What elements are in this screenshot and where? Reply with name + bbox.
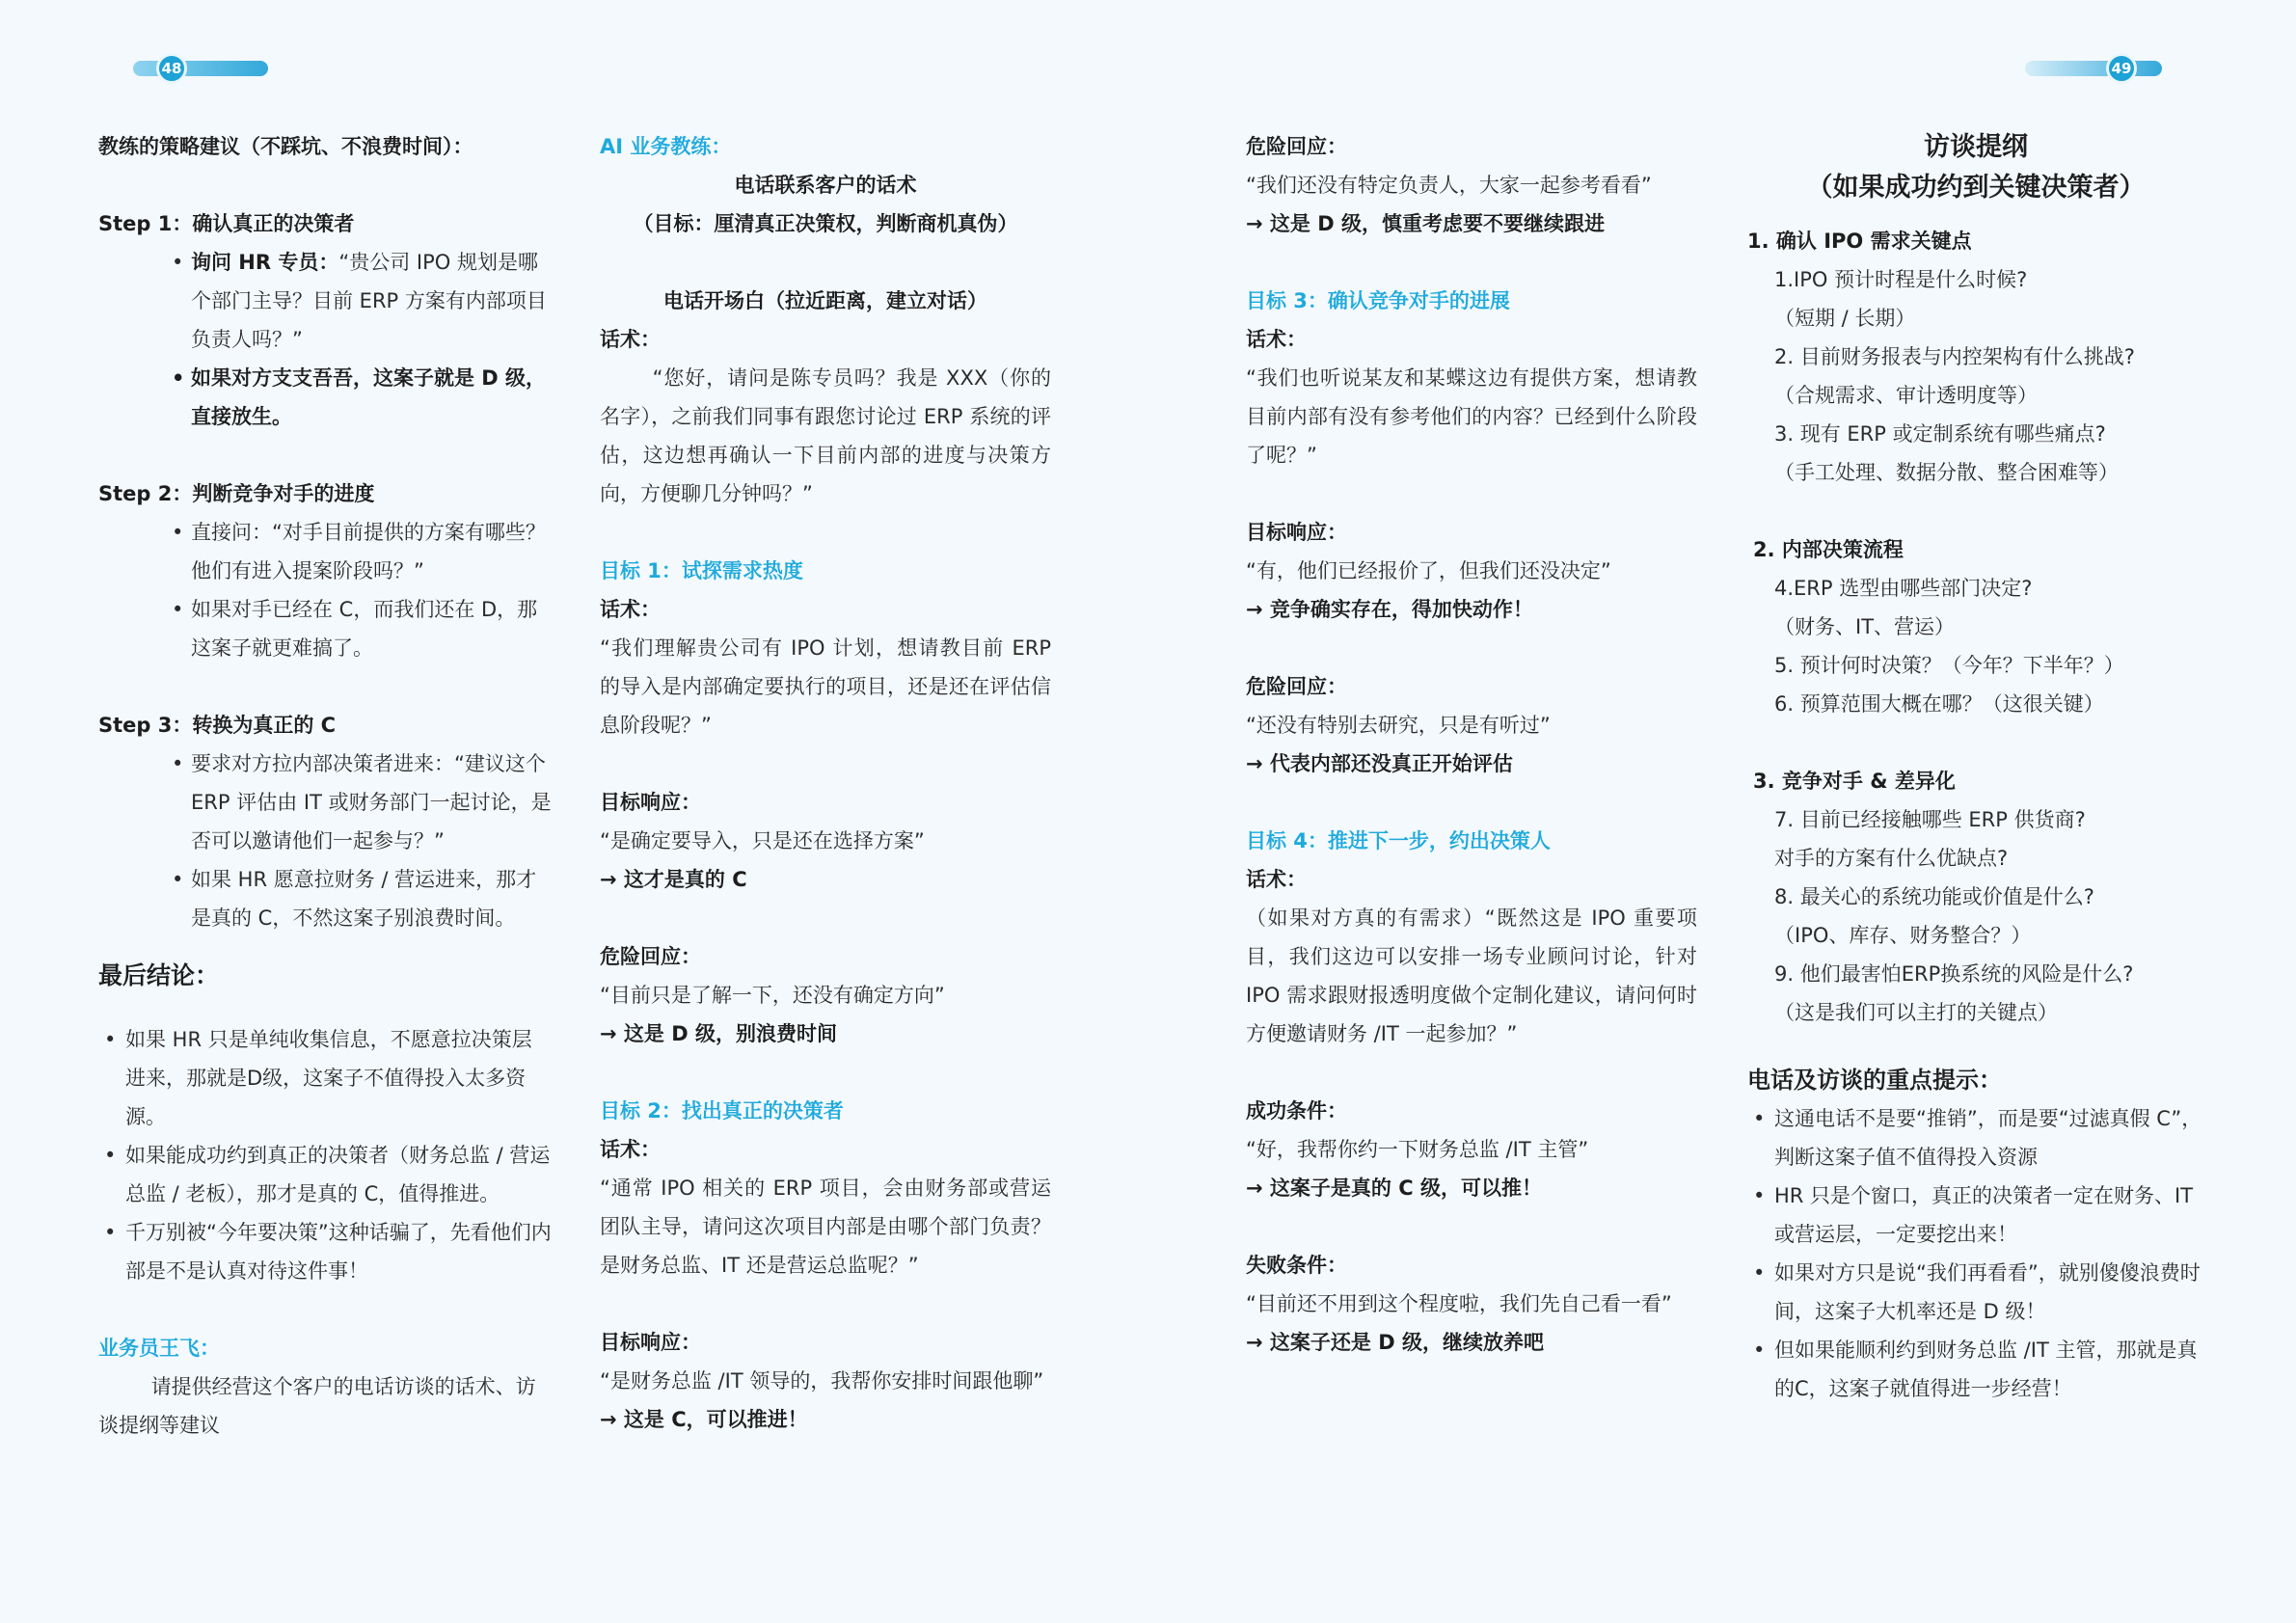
fail-text: “目前还不用到这个程度啦，我们先自己看一看” xyxy=(1246,1292,1672,1315)
outline-item: 6. 预算范围大概在哪？（这很关键） xyxy=(1774,692,2104,716)
goal3-risk: “还没有特别去研究，只是有听过” xyxy=(1246,714,1551,737)
goal3-risk-arrow: → 代表内部还没真正开始评估 xyxy=(1246,752,1513,775)
script-label: 话术： xyxy=(600,328,661,351)
step3-bullet-1: • 要求对方拉内部决策者进来：“建议这个ERP 评估由 IT 或财务部门一起讨论，是否可以邀请他们一起参与？” xyxy=(98,744,552,860)
goal1-response: “是确定要导入，只是还在选择方案” xyxy=(600,829,925,852)
column-4 xyxy=(1747,127,2204,1408)
outline-item: 4.ERP 选型由哪些部门决定? xyxy=(1774,577,2033,600)
tip-item-2: • HR 只是个窗口，真正的决策者一定在财务、IT 或营运层，一定要挖出来！ xyxy=(1747,1177,2204,1254)
column-3 xyxy=(1246,127,1697,1362)
outline-item: 对手的方案有什么优缺点? xyxy=(1774,847,2009,870)
goal2-risk-arrow: → 这是 D 级，慎重考虑要不要继续跟进 xyxy=(1246,212,1605,235)
script-label: 话术： xyxy=(1246,328,1307,351)
outline-item: （合规需求、审计透明度等） xyxy=(1774,384,2038,407)
bullet-text: “贵公司 IPO 规划是哪个部门主导？目前 ERP 方案有内部项目负责人吗？” xyxy=(191,251,547,351)
outline-item: （手工处理、数据分散、整合困难等） xyxy=(1774,461,2119,484)
response-label: 目标响应： xyxy=(600,791,701,814)
opening-text: “您好，请问是陈专员吗？我是 XXX（你的名字），之前我们同事有跟您讨论过 ERP 系统的评估，这边想再确认一下目前内部的进度与决策方向，方便聊几分钟吗？” xyxy=(600,366,1051,505)
outline-item: 3. 现有 ERP 或定制系统有哪些痛点? xyxy=(1774,422,2106,446)
script-label: 话术： xyxy=(1246,868,1307,891)
conclusion-item-2: • 如果能成功约到真正的决策者（财务总监 / 营运总监 / 老板），那才是真的 C，值得推进。 xyxy=(98,1136,552,1213)
outline-item: 7. 目前已经接触哪些 ERP 供货商? xyxy=(1774,808,2086,831)
conclusion-item-3: • 千万别被“今年要决策”这种话骗了，先看他们内部是不是认真对待这件事！ xyxy=(98,1213,552,1290)
goal1-text: “我们理解贵公司有 IPO 计划，想请教目前 ERP 的导入是内部确定要执行的项目，还是还在评估信息阶段呢？” xyxy=(600,636,1051,737)
opening-title: 电话开场白（拉近距离，建立对话） xyxy=(663,289,987,312)
goal2-title: 目标 2：找出真正的决策者 xyxy=(600,1099,844,1123)
goal1-risk-arrow: → 这是 D 级，别浪费时间 xyxy=(600,1022,837,1045)
page-number: 49 xyxy=(2106,53,2137,84)
page-number: 48 xyxy=(156,53,187,84)
goal1-risk: “目前只是了解一下，还没有确定方向” xyxy=(600,984,945,1007)
step2-bullet-1: • 直接问：“对手目前提供的方案有哪些？他们有进入提案阶段吗？” xyxy=(98,513,552,590)
tip-item-3: • 如果对方只是说“我们再看看”，就别傻傻浪费时间，这案子大机率还是 D 级！ xyxy=(1747,1254,2204,1331)
outline-item: 5. 预计何时决策？（今年？下半年？） xyxy=(1774,654,2124,677)
step1-bullet-2: • 如果对方支支吾吾，这案子就是 D 级，直接放生。 xyxy=(98,359,552,436)
conclusion-title: 最后结论： xyxy=(98,961,220,989)
goal3-response: “有，他们已经报价了，但我们还没决定” xyxy=(1246,559,1611,582)
conclusion-item-1: • 如果 HR 只是单纯收集信息，不愿意拉决策层进来，那就是D级，这案子不值得投入太多资源。 xyxy=(98,1020,552,1136)
bullet-bold-label: 询问 HR 专员： xyxy=(191,251,339,274)
success-text: “好，我帮你约一下财务总监 /IT 主管” xyxy=(1246,1138,1589,1161)
outline-item: 1.IPO 预计时程是什么时候? xyxy=(1774,268,2028,291)
outline-item: 9. 他们最害怕ERP换系统的风险是什么? xyxy=(1774,962,2134,986)
phone-script-subtitle: （目标：厘清真正决策权，判断商机真伪） xyxy=(633,212,1018,235)
response-label: 目标响应： xyxy=(1246,521,1347,544)
success-label: 成功条件： xyxy=(1246,1099,1347,1123)
outline-item: （这是我们可以主打的关键点） xyxy=(1774,1001,2058,1024)
tip-item-1: • 这通电话不是要“推销”，而是要“过滤真假 C”，判断这案子值不值得投入资源 xyxy=(1747,1099,2204,1177)
outline-section-1-title: 1. 确认 IPO 需求关键点 xyxy=(1747,230,1972,253)
risk-label: 危险回应： xyxy=(1246,135,1347,158)
success-arrow: → 这案子是真的 C 级，可以推！ xyxy=(1246,1177,1542,1200)
column-1 xyxy=(98,127,552,1445)
outline-section-2-title: 2. 内部决策流程 xyxy=(1753,538,1904,561)
goal2-response: “是财务总监 /IT 领导的，我帮你安排时间跟他聊” xyxy=(600,1369,1044,1393)
strategy-heading: 教练的策略建议（不踩坑、不浪费时间）： xyxy=(98,135,473,158)
script-label: 话术： xyxy=(600,598,661,621)
risk-label: 危险回应： xyxy=(1246,675,1347,698)
goal2-text: “通常 IPO 相关的 ERP 项目，会由财务部或营运团队主导，请问这次项目内部是由哪个部门负责？是财务总监、IT 还是营运总监呢？” xyxy=(600,1177,1051,1277)
column-2 xyxy=(600,127,1051,1439)
step3-bullet-2: • 如果 HR 愿意拉财务 / 营运进来，那才是真的 C，不然这案子别浪费时间。 xyxy=(98,860,552,937)
outline-item: 2. 目前财务报表与内控架构有什么挑战? xyxy=(1774,345,2135,368)
step3-title: Step 3：转换为真正的 C xyxy=(98,714,337,737)
risk-label: 危险回应： xyxy=(600,945,701,968)
script-label: 话术： xyxy=(600,1138,661,1161)
goal1-response-arrow: → 这才是真的 C xyxy=(600,868,747,891)
page-tab-bar xyxy=(2025,61,2162,76)
response-label: 目标响应： xyxy=(600,1331,701,1354)
goal4-text: （如果对方真的有需求）“既然这是 IPO 重要项目，我们这边可以安排一场专业顾问讨论，针对 IPO 需求跟财报透明度做个定制化建议，请问何时方便邀请财务 /IT 一起参加？” xyxy=(1246,906,1697,1045)
fail-arrow: → 这案子还是 D 级，继续放养吧 xyxy=(1246,1331,1544,1354)
goal2-risk: “我们还没有特定负责人，大家一起参考看看” xyxy=(1246,174,1652,197)
page-tab-bar xyxy=(133,61,268,76)
phone-script-title: 电话联系客户的话术 xyxy=(734,174,917,197)
page-number-tab-left xyxy=(133,53,268,84)
step1-title: Step 1：确认真正的决策者 xyxy=(98,212,355,235)
outline-item: 8. 最关心的系统功能或价值是什么? xyxy=(1774,885,2094,908)
fail-label: 失败条件： xyxy=(1246,1254,1347,1277)
goal3-title: 目标 3：确认竞争对手的进展 xyxy=(1246,289,1510,312)
step2-title: Step 2：判断竞争对手的进度 xyxy=(98,482,375,505)
goal3-response-arrow: → 竞争确实存在，得加快动作！ xyxy=(1246,598,1533,621)
step1-bullet-1 xyxy=(98,243,552,359)
tip-item-4: • 但如果能顺利约到财务总监 /IT 主管，那就是真的C，这案子就值得进一步经营！ xyxy=(1747,1331,2204,1408)
outline-item: （短期 / 长期） xyxy=(1774,307,1916,330)
goal2-response-arrow: → 这是 C，可以推进！ xyxy=(600,1408,808,1431)
interview-outline-subtitle: （如果成功约到关键决策者） xyxy=(1806,173,2146,203)
outline-item: （IPO、库存、财务整合？） xyxy=(1774,924,2032,947)
tips-title: 电话及访谈的重点提示： xyxy=(1747,1067,2002,1094)
interview-outline-title: 访谈提纲 xyxy=(1924,132,2028,162)
page-number-tab-right xyxy=(2025,53,2162,84)
goal3-text: “我们也听说某友和某蝶这边有提供方案，想请教目前内部有没有参考他们的内容？已经到什么阶段了呢？” xyxy=(1246,366,1697,467)
salesman-label: 业务员王飞： xyxy=(98,1337,220,1360)
salesman-request: 请提供经营这个客户的电话访谈的话术、访谈提纲等建议 xyxy=(98,1375,536,1437)
goal1-title: 目标 1：试探需求热度 xyxy=(600,559,803,582)
step2-bullet-2: • 如果对手已经在 C，而我们还在 D，那这案子就更难搞了。 xyxy=(98,590,552,667)
goal4-title: 目标 4：推进下一步，约出决策人 xyxy=(1246,829,1551,852)
outline-section-3-title: 3. 竞争对手 & 差异化 xyxy=(1753,770,1956,793)
outline-item: （财务、IT、营运） xyxy=(1774,615,1956,638)
coach-label: AI 业务教练： xyxy=(600,135,732,158)
